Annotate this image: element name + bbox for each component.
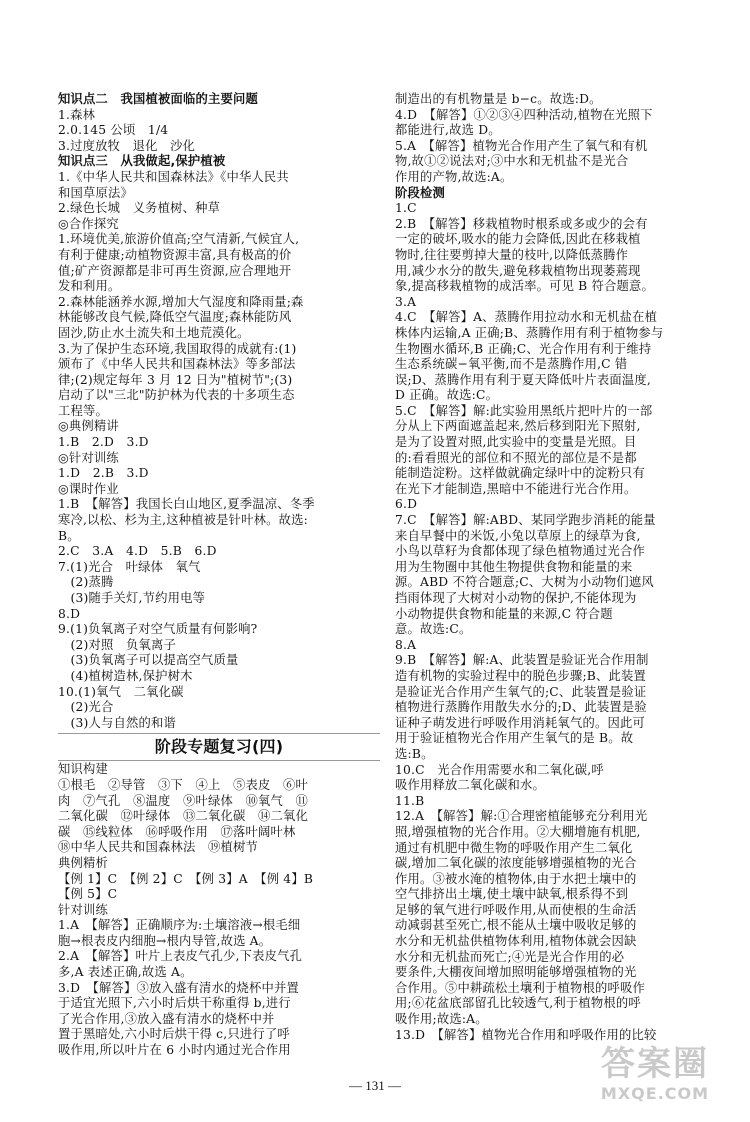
text-line: ◎合作探究 <box>58 216 119 231</box>
text-line: (3)负氧离子可以提高空气质量 <box>58 653 239 668</box>
section-heading: 阶段专题复习(四) <box>154 737 284 757</box>
text-line: (3)随手关灯,节约用电等 <box>58 591 206 605</box>
text-line: 胞→根表皮内细胞→根内导管,故选 A。 <box>58 933 272 948</box>
right-column <box>395 92 725 1092</box>
text-line: 空气排挤出土壤,使土壤中缺氧,根系得不到 <box>395 887 629 902</box>
text-line: 【例 1】C 【例 2】C 【例 3】A 【例 4】B <box>58 871 314 886</box>
text-line: 碳,增加二氧化碳的浓度能够增强植物的光合 <box>395 856 637 871</box>
text-line: 生物圈水循环,B 正确;C、光合作用有利于维持 <box>395 341 652 356</box>
text-line: 1.C <box>395 201 417 216</box>
text-line: 分从上下两面遮盖起来,然后移到阳光下照射, <box>395 419 641 434</box>
text-line: 1.《中华人民共和国森林法》《中华人民共 <box>58 169 289 184</box>
text-line: (4)植树造林,保护树木 <box>58 668 193 683</box>
text-line: 来自早餐中的米饭,小兔以草原上的绿草为食, <box>395 528 641 543</box>
text-line: 用为生物圈中其他生物提供食物和能量的来 <box>395 559 633 574</box>
text-line: 11.B <box>395 793 425 808</box>
text-line: 是为了设置对照,此实验中的变量是光照。目 <box>395 435 637 450</box>
text-line: 【例 5】C <box>58 887 118 902</box>
text-line: 了光合作用,③放入盛有清水的烧杯中并 <box>58 1011 275 1026</box>
text-line: 固沙,防止水土流失和土地荒漠化。 <box>58 325 250 340</box>
text-line: 3.D 【解答】③放入盛有清水的烧杯中并置 <box>58 980 299 995</box>
text-line: 通过有机肥中微生物的呼吸作用产生二氧化 <box>395 840 633 855</box>
text-line: 10.C 光合作用需要水和二氧化碳,呼 <box>395 762 604 777</box>
text-line: 用,减少水分的散失,避免移栽植物出现萎蔫现 <box>395 263 641 278</box>
text-line: 6.D <box>395 497 418 512</box>
text-line: 5.C 【解答】解:此实验用黑纸片把叶片的一部 <box>395 403 653 418</box>
text-line: 水分和无机盐而死亡;④光是光合作用的必 <box>395 949 625 964</box>
text-line: 2.C 3.A 4.D 5.B 6.D <box>58 544 217 559</box>
section-divider <box>58 733 380 734</box>
watermark-top-text: 答案圈 <box>601 1044 709 1084</box>
text-line: 小鸟以草籽为食都体现了绿色植物通过光合作 <box>395 544 645 559</box>
text-line: 用于验证植物光合作用产生氧气的是 B。故 <box>395 731 634 746</box>
text-line: 9.(1)负氧离子对空气质量有何影响? <box>58 622 258 637</box>
text-line: 2.0.145 公顷 1/4 <box>58 123 169 138</box>
text-line: 7.(1)光合 叶绿体 氧气 <box>58 559 201 574</box>
text-line: 和国草原法》 <box>58 185 133 200</box>
text-line: ⑱中华人民共和国森林法 ⑲植树节 <box>58 840 258 855</box>
text-line: 有利于健康;动植物资源丰富,具有极高的价 <box>58 247 292 262</box>
text-line: 误;D、蒸腾作用有利于夏天降低叶片表面温度, <box>395 372 651 387</box>
text-line: 吸作用释放二氧化碳和水。 <box>395 778 545 793</box>
text-line: 5.A 【解答】植物光合作用产生了氧气和有机 <box>395 138 648 153</box>
text-line: 1.环境优美,旅游价值高;空气清新,气候宜人, <box>58 232 300 247</box>
subheading: 阶段检测 <box>395 185 445 200</box>
text-line: 多,A 表述正确,故选 A。 <box>58 965 193 980</box>
text-line: 碳 ⑮线粒体 ⑯呼吸作用 ⑰落叶阔叶林 <box>58 824 296 839</box>
text-line: 8.A <box>395 637 417 652</box>
text-line: 工程等。 <box>58 403 108 418</box>
text-line: 照,增强植物的光合作用。②大棚增施有机肥, <box>395 824 641 839</box>
text-line: 2.绿色长城 义务植树、种草 <box>58 201 221 216</box>
subheading: 知识点三 从我做起,保护植被 <box>58 154 226 169</box>
text-line: 针对训练 <box>58 902 108 917</box>
text-line: 寒冷,以松、杉为主,这种植被是针叶林。故选: <box>58 513 309 528</box>
text-line: 启动了以"三北"防护林为代表的十多项生态 <box>58 388 295 403</box>
text-line: 作用。③被水淹的植物体,由于水把土壤中的 <box>395 871 637 886</box>
text-line: 在光下才能制造,黑暗中不能进行光合作用。 <box>395 481 637 496</box>
text-line: 9.B 【解答】解:A、此装置是验证光合作用制 <box>395 653 649 668</box>
text-line: 知识构建 <box>58 762 108 777</box>
text-line: 1.D 2.B 3.D <box>58 466 149 481</box>
text-line: 都能进行,故选 D。 <box>395 123 501 138</box>
text-line: 林能够改良气候,降低空气温度;森林能防风 <box>58 310 292 325</box>
text-line: 2.A 【解答】叶片上表皮气孔少,下表皮气孔 <box>58 949 303 964</box>
text-line: 物时,往往要剪掉大量的枝叶,以降低蒸腾作 <box>395 247 629 262</box>
text-line: 于适宜光照下,六小时后烘干称重得 b,进行 <box>58 996 291 1011</box>
text-line: 肉 ⑦气孔 ⑧温度 ⑨叶绿体 ⑩氧气 ⑪ <box>58 793 308 808</box>
text-line: (3)人与自然的和谐 <box>58 715 176 730</box>
text-line: 合作用。⑤中耕疏松土壤利于植物根的呼吸作 <box>395 980 645 995</box>
text-line: 吸作用;故选:A。 <box>395 1012 488 1027</box>
text-line: 株体内运输,A 正确;B、蒸腾作用有利于植物参与 <box>395 325 664 340</box>
text-line: 吸作用,所以叶片在 6 小时内通过光合作用 <box>58 1043 291 1058</box>
text-line: 13.D 【解答】植物光合作用和呼吸作用的比较 <box>395 1027 657 1042</box>
text-line: 3.为了保护生态环境,我国取得的成就有:(1) <box>58 341 297 356</box>
text-line: 3.过度放牧 退化 沙化 <box>58 138 196 153</box>
text-line: (2)对照 负氧离子 <box>58 637 176 652</box>
text-line: 选:B。 <box>395 746 434 761</box>
text-line: 律;(2)规定每年 3 月 12 日为"植树节";(3) <box>58 372 293 387</box>
text-line: 8.D <box>58 606 81 621</box>
text-line: 是验证光合作用产生氧气的;C、此装置是验证 <box>395 684 647 699</box>
text-line: 动减弱甚至死亡,根不能从土壤中吸收足够的 <box>395 918 637 933</box>
text-line: 7.C 【解答】解:ABD、某同学跑步消耗的能量 <box>395 513 656 528</box>
text-line: 1.B 【解答】我国长白山地区,夏季温凉、冬季 <box>58 497 315 512</box>
left-column <box>58 92 380 1072</box>
text-line: 4.C 【解答】A、蒸腾作用拉动水和无机盐在植 <box>395 310 658 325</box>
text-line: 二氧化碳 ⑫叶绿体 ⑬二氧化碳 ⑭二氧化 <box>58 809 308 824</box>
text-line: 象,提高移栽植物的成活率。可见 B 符合题意。 <box>395 279 655 294</box>
text-line: 证种子萌发进行呼吸作用消耗氧气的。因此可 <box>395 715 645 730</box>
text-line: 的:看看照光的部位和不照光的部位是不是都 <box>395 450 637 465</box>
text-line: 造有机物的实验过程中的脱色步骤;B、此装置 <box>395 668 647 683</box>
page-number: — 131 — <box>349 1078 401 1093</box>
text-line: 制造出的有机物量是 b−c。故选:D。 <box>395 92 602 106</box>
text-line: 4.D 【解答】①②③④四种活动,植物在光照下 <box>395 107 653 122</box>
text-line: 物,故①②说法对;③中水和无机盐不是光合 <box>395 154 629 169</box>
text-line: 2.森林能涵养水源,增加大气湿度和降雨量;森 <box>58 294 304 309</box>
text-line: 1.B 2.D 3.D <box>58 435 149 450</box>
text-line: ◎课时作业 <box>58 481 119 496</box>
text-line: B。 <box>58 528 80 543</box>
watermark-bottom-text: MXQE.COM <box>600 1084 710 1103</box>
text-line: 意。故选:C。 <box>395 622 472 637</box>
text-line: D 正确。故选:C。 <box>395 388 499 403</box>
text-line: 小动物提供食物和能量的来源,C 符合题 <box>395 606 613 621</box>
text-line: 值;矿产资源都是非可再生资源,应合理地开 <box>58 263 292 278</box>
text-line: 典例精析 <box>58 855 108 870</box>
text-line: 水分和无机盐供植物体利用,植物体就会因缺 <box>395 934 637 949</box>
text-line: ①根毛 ②导管 ③下 ④上 ⑤表皮 ⑥叶 <box>58 777 308 792</box>
text-line: 足够的氧气进行呼吸作用,从而使根的生命活 <box>395 902 637 917</box>
text-line: 颁布了《中华人民共和国森林法》等多部法 <box>58 357 296 372</box>
subheading: 知识点二 我国植被面临的主要问题 <box>58 92 258 106</box>
text-line: 能制造淀粉。这样做就确定绿叶中的淀粉只有 <box>395 466 645 481</box>
text-line: 10.(1)氧气 二氧化碳 <box>58 684 184 699</box>
watermark-logo <box>580 1044 730 1114</box>
text-line: 源。ABD 不符合题意;C、大树为小动物们遮风 <box>395 575 654 590</box>
text-line: 1.森林 <box>58 107 96 122</box>
text-line: 3.A <box>395 294 417 309</box>
text-line: (2)蒸腾 <box>58 575 114 590</box>
text-line: 发和利用。 <box>58 279 121 294</box>
text-line: 1.A 【解答】正确顺序为:土壤溶液→根毛细 <box>58 918 301 933</box>
text-line: 作用的产物,故选:A。 <box>395 169 513 184</box>
text-line: ◎针对训练 <box>58 450 119 465</box>
text-line: 挡雨体现了大树对小动物的保护,不能体现为 <box>395 591 637 605</box>
text-line: 一定的破坏,吸水的能力会降低,因此在移栽植 <box>395 232 641 247</box>
text-line: 植物进行蒸腾作用散失水分的;D、此装置是验 <box>395 700 647 715</box>
text-line: 用;⑥花盆底部留孔比较透气,利于植物根的呼 <box>395 996 641 1011</box>
text-line: 生态系统碳−氧平衡,而不是蒸腾作用,C 错 <box>395 357 628 372</box>
text-line: 要条件,大棚夜间增加照明能够增强植物的光 <box>395 965 637 980</box>
text-line: 12.A 【解答】解:①合理密植能够充分利用光 <box>395 809 648 824</box>
text-line: (2)光合 <box>58 700 114 715</box>
text-line: 2.B 【解答】移栽植物时根系或多或少的会有 <box>395 216 648 231</box>
text-line: 置于黑暗处,六小时后烘干得 c,只进行了呼 <box>58 1027 290 1042</box>
text-line: ◎典例精讲 <box>58 419 119 434</box>
